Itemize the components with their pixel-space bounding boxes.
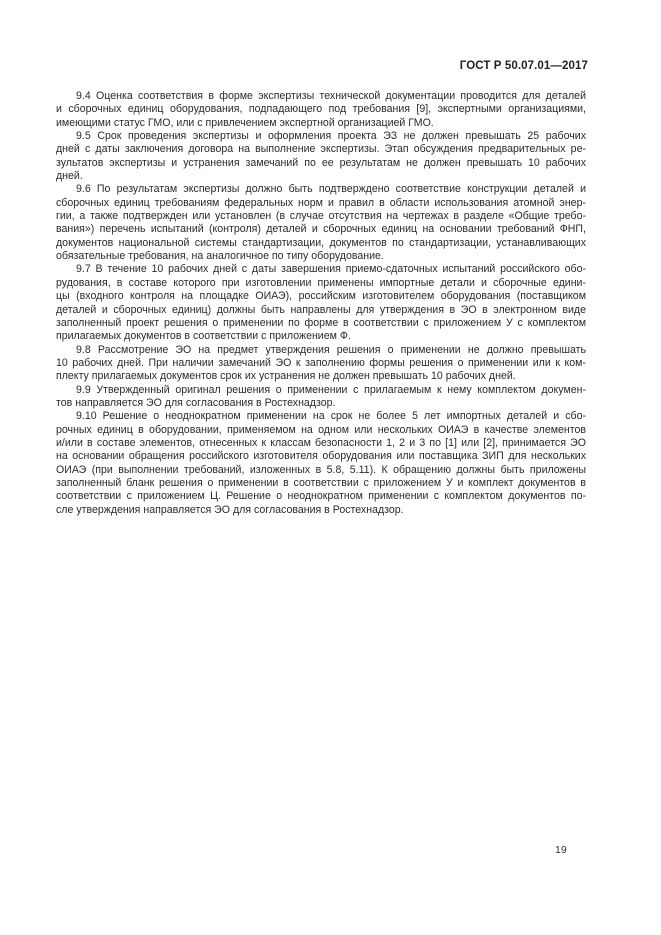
text-line: 9.8 Рассмотрение ЭО на предмет утверждения решения о применении не должно превышать	[76, 343, 586, 356]
page-number: 19	[555, 844, 567, 856]
text-line: ОИАЭ (при выполнении требований, изложенных в 5.8, 5.11). К обращению должны быть приложены	[56, 463, 586, 476]
text-line: плекту прилагаемых документов срок их устранения не должен превышать 10 рабочих дней.	[56, 370, 516, 383]
document-body	[56, 90, 586, 517]
text-line: цы (входного контроля на площадке ОИАЭ), российским изготовителем оборудования (поставщиком	[56, 290, 586, 303]
text-line: и сборочных единиц оборудования, подпадающего под требования [9], экспертными организациями,	[56, 103, 586, 116]
text-line: сле утверждения направляется ЭО для согласования в Ростехнадзор.	[56, 503, 404, 516]
text-line: дней с даты заключения договора на выполнение экспертизы. Этап обсуждения предварительных ре-	[56, 143, 586, 156]
text-line: 9.7 В течение 10 рабочих дней с даты завершения приемо-сдаточных испытаний российского обо-	[76, 263, 586, 276]
text-line: дней.	[56, 170, 83, 183]
text-line: заполненный бланк решения о применении в соответствии с приложением У и комплект документов в	[56, 476, 586, 489]
text-line: заполненный проект решения о применении по форме в соответствии с приложением У с комплектом	[56, 316, 586, 329]
text-line: деталей и сборочных единиц) должны быть направлены для утверждения в ЭО в электронном виде	[56, 303, 586, 316]
text-line: 10 рабочих дней. При наличии замечаний ЭО к заполнению формы решения о применении или к ком-	[56, 356, 586, 369]
paragraph-9-4	[56, 90, 586, 130]
paragraph-9-9	[56, 384, 586, 411]
text-line: документов национальной системы стандартизации, документов по стандартизации, устанавливающих	[56, 236, 586, 249]
paragraph-9-6	[56, 183, 586, 263]
text-line: на основании обращения российского изготовителя оборудования или поставщика ЗИП для нескольких	[56, 450, 586, 463]
text-line: 9.4 Оценка соответствия в форме экспертизы технической документации проводится для деталей	[76, 90, 586, 102]
text-line: обязательные требования, на аналогичное по типу оборудование.	[56, 250, 384, 263]
text-line: 9.6 По результатам экспертизы должно быть подтверждено соответствие конструкции деталей и	[76, 183, 586, 196]
text-line: зультатов экспертизы и устранения замечаний по ее результатам не должен превышать 10 рабочих	[56, 156, 586, 169]
text-line: вания») перечень испытаний (контроля) деталей и сборочных единиц на основании требований ФНП,	[56, 223, 586, 236]
paragraph-9-8	[56, 344, 586, 384]
text-line: рочных единиц в оборудовании, применяемом на одном или нескольких ОИАЭ в качестве элементов	[56, 423, 586, 436]
paragraph-9-7	[56, 263, 586, 343]
text-line: рудования, в составе которого при изготовлении применены импортные детали и сборочные едини-	[56, 276, 586, 289]
document-header-id: ГОСТ Р 50.07.01—2017	[459, 60, 588, 72]
text-line: и/или в составе элементов, отнесенных к классам безопасности 1, 2 и 3 по [1] или [2], принимается ЭО	[56, 436, 586, 449]
paragraph-9-5	[56, 130, 586, 183]
text-line: 9.9 Утвержденный оригинал решения о применении с прилагаемым к нему комплектом докумен-	[76, 383, 586, 396]
text-line: 9.10 Решение о неоднократном применении на срок не более 5 лет импортных деталей и сбо-	[76, 410, 586, 423]
text-line: тов направляется ЭО для согласования в Ростехнадзор.	[56, 396, 336, 409]
text-line: прилагаемых документов в соответствии с приложением Ф.	[56, 330, 351, 343]
text-line: имеющими статус ГМО, или с привлечением экспертной организацией ГМО.	[56, 116, 434, 129]
text-line: 9.5 Срок проведения экспертизы и оформления проекта ЭЗ не должен превышать 25 рабочих	[76, 130, 586, 143]
text-line: соответствии с приложением Ц. Решение о неоднократном применении с комплектом документов по-	[56, 490, 586, 503]
text-line: гии, а также подтвержден или установлен (в случае отсутствия на чертежах в разделе «Общие требо-	[56, 210, 586, 223]
paragraph-9-10	[56, 410, 586, 517]
text-line: сборочных единиц требованиям федеральных норм и правил в области использования атомной энер-	[56, 196, 586, 209]
